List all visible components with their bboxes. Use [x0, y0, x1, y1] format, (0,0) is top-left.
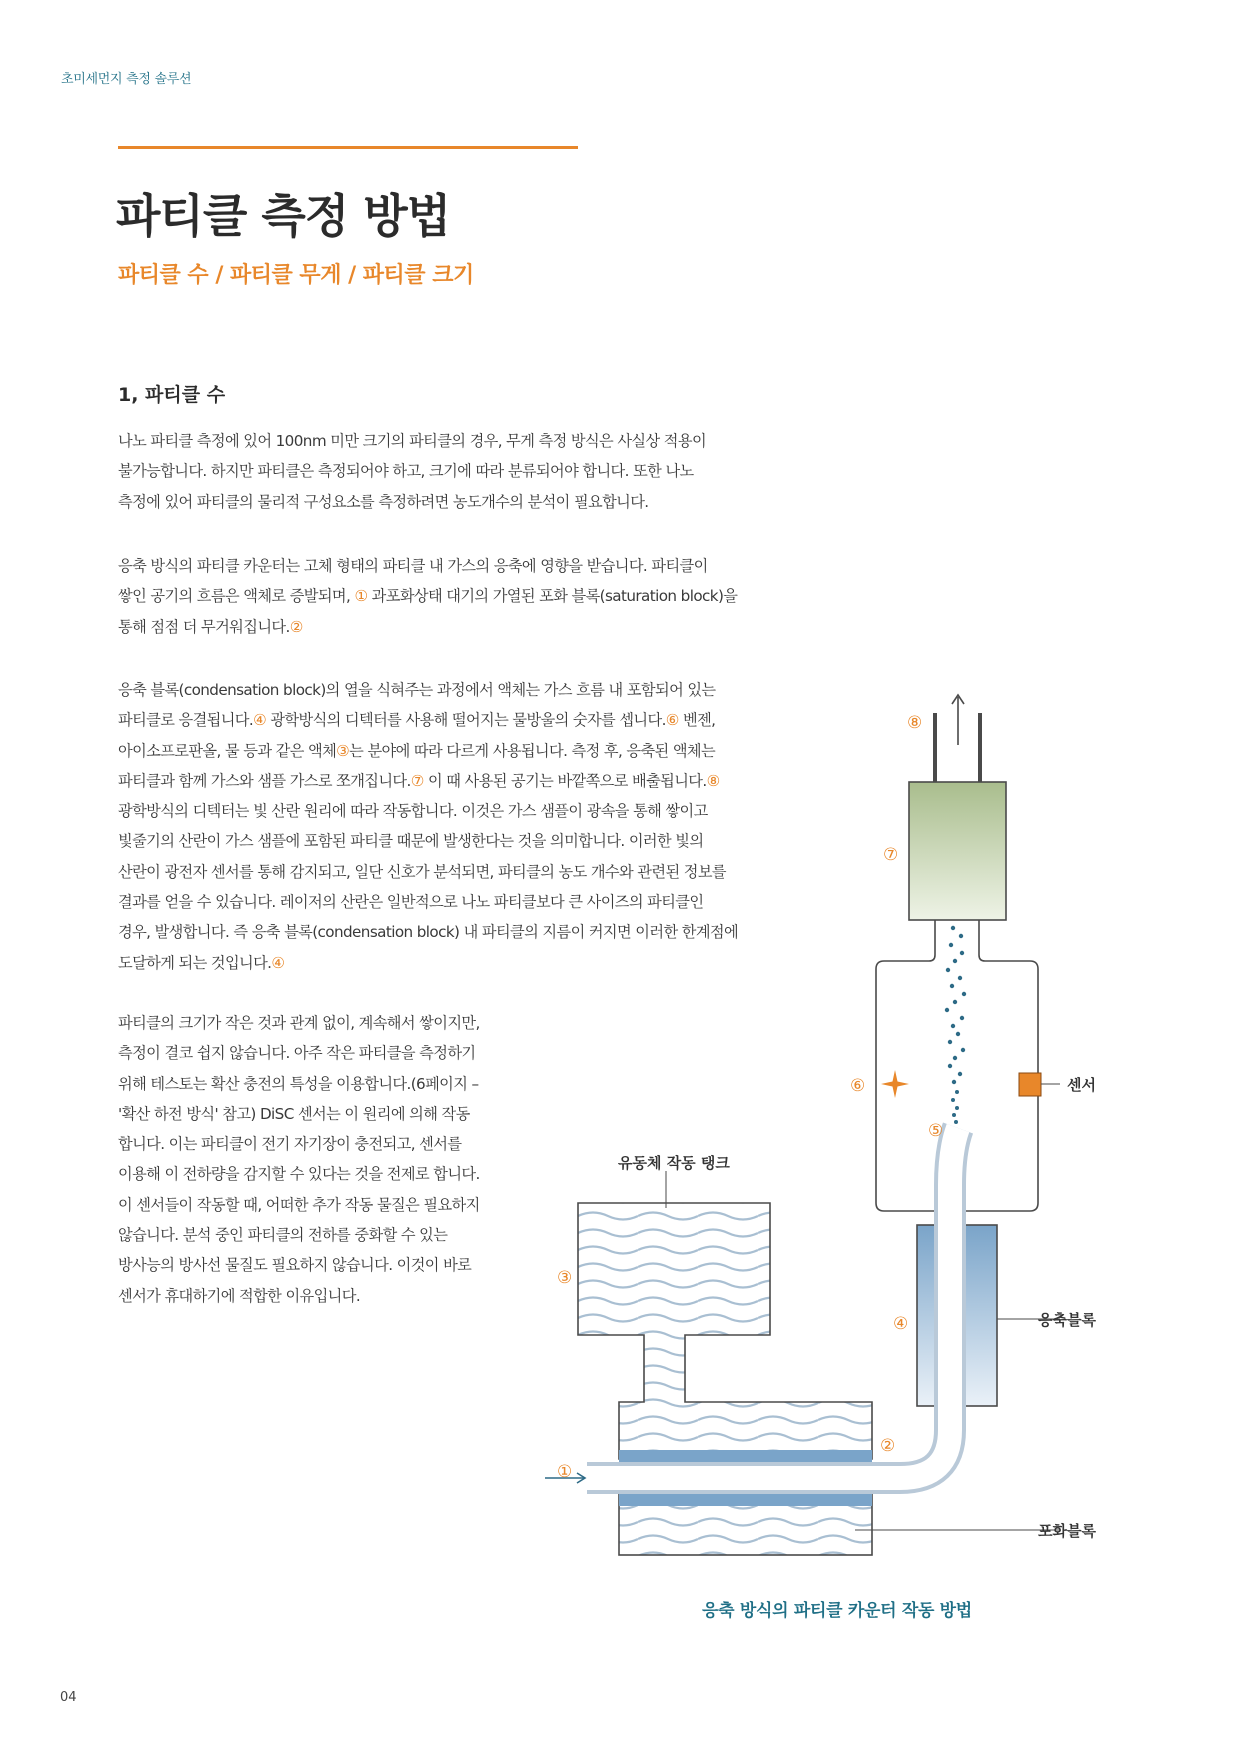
- text-run: 결과를 얻을 수 있습니다. 레이저의 산란은 일반적으로 나노 파티클보다 큰 사이즈의 파티클인: [118, 893, 704, 912]
- step-marker: ⑥: [665, 711, 679, 730]
- page-subtitle: 파티클 수 / 파티클 무게 / 파티클 크기: [118, 263, 474, 288]
- paragraph-4: [118, 1008, 513, 1311]
- title-rule: [118, 146, 578, 149]
- text-run: 산란이 광전자 센서를 통해 감지되고, 일단 신호가 분석되면, 파티클의 농도 개수와 관련된 정보를: [118, 862, 726, 881]
- marker-4: ④: [893, 1314, 909, 1334]
- text-line: 나노 파티클 측정에 있어 100nm 미만 크기의 파티클의 경우, 무게 측정 방식은 사실상 적용이: [118, 432, 707, 450]
- separation-block: [909, 782, 1006, 920]
- label-saturation-block: 포화블록: [1038, 1522, 1096, 1540]
- text-run: 통해 점점 더 무거워집니다.: [118, 617, 290, 636]
- detector-chamber: [876, 920, 1038, 1211]
- paragraph-1: [118, 426, 786, 517]
- paragraph-2: [118, 551, 786, 642]
- text-run: 벤젠,: [678, 711, 716, 730]
- text-line: 측정이 결코 쉽지 않습니다. 아주 작은 파티클을 측정하기: [118, 1044, 476, 1063]
- marker-6: ⑥: [850, 1076, 866, 1096]
- condensation-block: [917, 1225, 997, 1406]
- section-heading: 1, 파티클 수: [118, 384, 226, 406]
- fluid-tank: [578, 1203, 872, 1459]
- running-head: 초미세먼지 측정 솔루션: [61, 72, 192, 87]
- text-line: 센서가 휴대하기에 적합한 이유입니다.: [118, 1286, 361, 1305]
- text-run: 응축 블록(condensation block)의 열을 식혀주는 과정에서 액체는 가스 흐름 내 포함되어 있는: [118, 681, 716, 699]
- sensor-box: [1019, 1073, 1041, 1096]
- text-run: 파티클로 응결됩니다.: [118, 711, 254, 730]
- light-source-icon: [881, 1070, 909, 1098]
- saturation-wick-top: [619, 1450, 872, 1462]
- label-condensation-block: 응축블록: [1038, 1311, 1096, 1329]
- text-run: 광학방식의 디텍터는 빛 산란 원리에 따라 작동합니다. 이것은 가스 샘플이 광속을 통해 쌓이고: [118, 802, 708, 821]
- marker-8: ⑧: [907, 713, 923, 733]
- label-fluid-tank: 유동체 작동 탱크: [618, 1154, 730, 1172]
- text-run: 도달하게 되는 것입니다.: [118, 953, 272, 972]
- text-line: 측정에 있어 파티클의 물리적 구성요소를 측정하려면 농도개수의 분석이 필요합니다.: [118, 492, 649, 511]
- droplets: [945, 926, 966, 1124]
- text-run: 경우, 발생합니다. 즉 응축 블록(condensation block) 내 파티클의 지름이 커지면 이러한 한계점에: [118, 923, 739, 942]
- text-line: 이용해 이 전하량을 감지할 수 있다는 것을 전제로 합니다.: [118, 1165, 480, 1184]
- text-run: 광학방식의 디텍터를 사용해 떨어지는 물방울의 숫자를 셉니다.: [266, 711, 666, 730]
- text-run: 빛줄기의 산란이 가스 샘플에 포함된 파티클 때문에 발생한다는 것을 의미합니다. 이러한 빛의: [118, 832, 704, 851]
- flow-tube-inner: [587, 1128, 958, 1478]
- text-line: 불가능합니다. 하지만 파티클은 측정되어야 하고, 크기에 따라 분류되어야 합니다. 또한 나노: [118, 462, 694, 481]
- page-number: 04: [60, 1690, 77, 1705]
- text-run: 쌓인 공기의 흐름은 액체로 증발되며,: [118, 587, 355, 606]
- saturation-wick-bottom: [619, 1494, 872, 1506]
- marker-5: ⑤: [928, 1121, 944, 1141]
- figure-caption: 응축 방식의 파티클 카운터 작동 방법: [702, 1601, 972, 1621]
- text-line: 파티클의 크기가 작은 것과 관계 없이, 계속해서 쌓이지만,: [118, 1014, 480, 1032]
- text-line: 위해 테스토는 확산 충전의 특성을 이용합니다.(6페이지 –: [118, 1074, 479, 1093]
- text-run: 아이소프로판올, 물 등과 같은 액체: [118, 741, 337, 760]
- text-line: 방사능의 방사선 물질도 필요하지 않습니다. 이것이 바로: [118, 1256, 472, 1275]
- saturation-block: [619, 1494, 872, 1555]
- text-line: 않습니다. 분석 중인 파티클의 전하를 중화할 수 있는: [118, 1226, 448, 1245]
- flow-tube-outer: [587, 1128, 958, 1478]
- text-run: 는 분야에 따라 다르게 사용됩니다. 측정 후, 응축된 액체는: [349, 741, 716, 760]
- step-marker: ①: [354, 587, 368, 606]
- text-line: 이 센서들이 작동할 때, 어떠한 추가 작동 물질은 필요하지: [118, 1195, 480, 1214]
- step-marker: ②: [289, 617, 303, 636]
- label-sensor: 센서: [1067, 1076, 1096, 1094]
- text-line: '확산 하전 방식' 참고) DiSC 센서는 이 원리에 의해 작동: [118, 1104, 470, 1123]
- text-line: 합니다. 이는 파티클이 전기 자기장이 충전되고, 센서를: [118, 1135, 462, 1154]
- step-marker: ⑧: [706, 771, 720, 790]
- step-marker: ⑦: [410, 771, 424, 790]
- marker-7: ⑦: [883, 845, 899, 865]
- text-run: 파티클과 함께 가스와 샘플 가스로 쪼개집니다.: [118, 771, 411, 790]
- text-run: 과포화상태 대기의 가열된 포화 블록(saturation block)을: [367, 587, 738, 606]
- marker-1: ①: [557, 1462, 573, 1482]
- step-marker: ④: [271, 953, 285, 972]
- page-title: 파티클 측정 방법: [116, 189, 451, 243]
- text-run: 응축 방식의 파티클 카운터는 고체 형태의 파티클 내 가스의 응축에 영향을 받습니다. 파티클이: [118, 557, 708, 575]
- paragraph-3: [118, 675, 786, 978]
- step-marker: ③: [336, 741, 350, 760]
- text-run: 이 때 사용된 공기는 바깥쪽으로 배출됩니다.: [423, 771, 707, 790]
- marker-2: ②: [880, 1436, 896, 1456]
- marker-3: ③: [557, 1268, 573, 1288]
- step-marker: ④: [253, 711, 267, 730]
